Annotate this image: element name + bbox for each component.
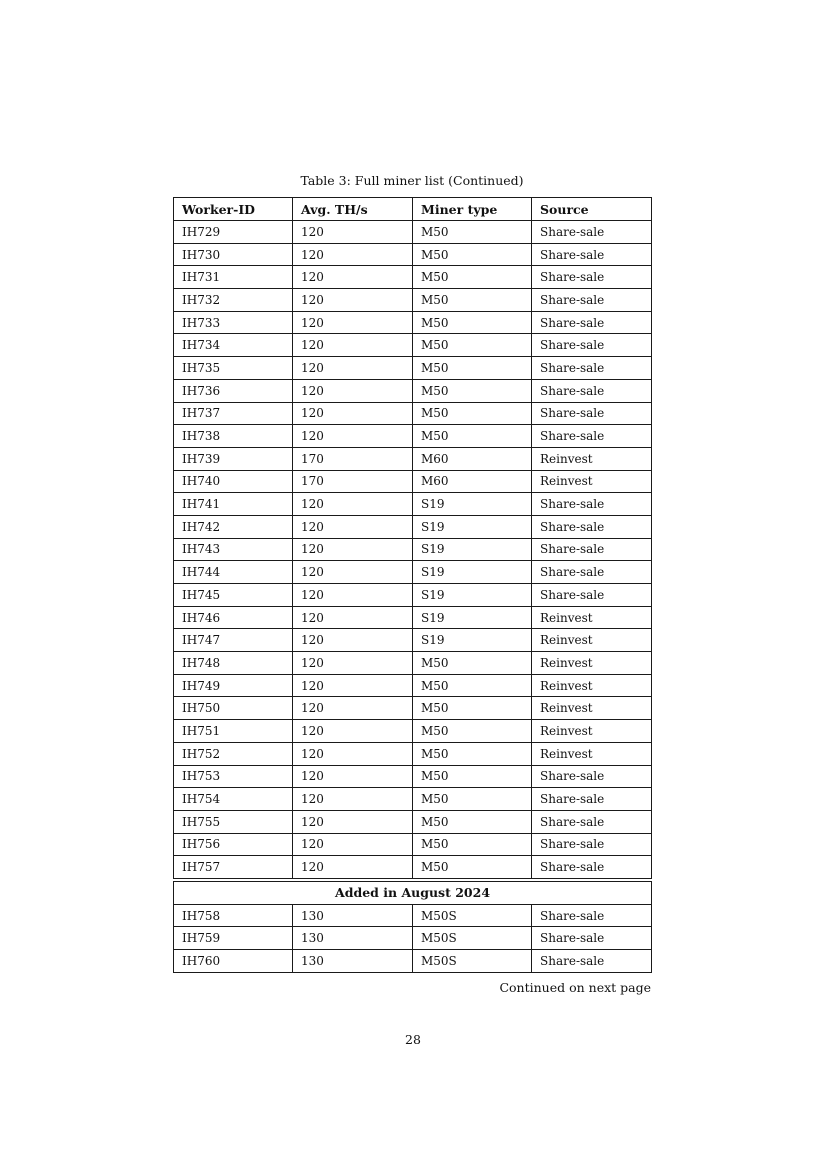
table-row xyxy=(174,742,652,765)
table-row xyxy=(174,538,652,561)
cell-source: Share-sale xyxy=(532,538,652,561)
cell-miner-type: S19 xyxy=(413,493,532,516)
cell-worker-id: IH732 xyxy=(174,289,293,312)
cell-source: Reinvest xyxy=(532,720,652,743)
cell-worker-id: IH729 xyxy=(174,221,293,244)
cell-source: Reinvest xyxy=(532,447,652,470)
table-row xyxy=(174,788,652,811)
cell-source: Share-sale xyxy=(532,765,652,788)
column-header-source: Source xyxy=(532,198,652,221)
table-row xyxy=(174,584,652,607)
column-header-worker-id: Worker-ID xyxy=(174,198,293,221)
cell-source: Share-sale xyxy=(532,243,652,266)
cell-worker-id: IH730 xyxy=(174,243,293,266)
cell-avg-ths: 120 xyxy=(293,266,413,289)
table-row xyxy=(174,379,652,402)
cell-miner-type: M50 xyxy=(413,425,532,448)
cell-miner-type: M50 xyxy=(413,243,532,266)
cell-worker-id: IH755 xyxy=(174,810,293,833)
cell-source: Share-sale xyxy=(532,379,652,402)
cell-source: Reinvest xyxy=(532,629,652,652)
cell-miner-type: M50 xyxy=(413,266,532,289)
cell-source: Share-sale xyxy=(532,810,652,833)
table-row xyxy=(174,402,652,425)
table-body xyxy=(174,221,652,879)
cell-avg-ths: 120 xyxy=(293,289,413,312)
section-header-row xyxy=(174,882,652,905)
cell-worker-id: IH754 xyxy=(174,788,293,811)
cell-source: Share-sale xyxy=(532,266,652,289)
cell-miner-type: M50 xyxy=(413,311,532,334)
cell-source: Reinvest xyxy=(532,652,652,675)
cell-avg-ths: 120 xyxy=(293,606,413,629)
cell-miner-type: M50 xyxy=(413,357,532,380)
table-row xyxy=(174,561,652,584)
table-row xyxy=(174,470,652,493)
cell-source: Share-sale xyxy=(532,788,652,811)
cell-avg-ths: 120 xyxy=(293,425,413,448)
cell-source: Share-sale xyxy=(532,334,652,357)
cell-avg-ths: 120 xyxy=(293,493,413,516)
cell-source: Share-sale xyxy=(532,402,652,425)
cell-source: Share-sale xyxy=(532,833,652,856)
table-row xyxy=(174,674,652,697)
cell-worker-id: IH758 xyxy=(174,904,293,927)
cell-avg-ths: 120 xyxy=(293,311,413,334)
table-row xyxy=(174,810,652,833)
column-header-miner-type: Miner type xyxy=(413,198,532,221)
august-2024-table xyxy=(173,881,652,973)
table-header-row xyxy=(174,198,652,221)
table-row xyxy=(174,904,652,927)
cell-avg-ths: 130 xyxy=(293,927,413,950)
continued-note: Continued on next page xyxy=(499,980,651,995)
cell-worker-id: IH745 xyxy=(174,584,293,607)
cell-source: Share-sale xyxy=(532,221,652,244)
cell-miner-type: S19 xyxy=(413,584,532,607)
cell-avg-ths: 120 xyxy=(293,788,413,811)
table-row xyxy=(174,652,652,675)
cell-miner-type: M50S xyxy=(413,904,532,927)
table-row xyxy=(174,243,652,266)
cell-worker-id: IH749 xyxy=(174,674,293,697)
cell-miner-type: S19 xyxy=(413,538,532,561)
cell-avg-ths: 120 xyxy=(293,629,413,652)
cell-source: Reinvest xyxy=(532,697,652,720)
cell-worker-id: IH740 xyxy=(174,470,293,493)
cell-miner-type: M50S xyxy=(413,927,532,950)
cell-worker-id: IH748 xyxy=(174,652,293,675)
table-row xyxy=(174,856,652,879)
table-row xyxy=(174,289,652,312)
cell-miner-type: M50 xyxy=(413,674,532,697)
cell-source: Share-sale xyxy=(532,561,652,584)
cell-worker-id: IH756 xyxy=(174,833,293,856)
table-row xyxy=(174,697,652,720)
cell-source: Share-sale xyxy=(532,311,652,334)
cell-avg-ths: 120 xyxy=(293,765,413,788)
cell-avg-ths: 120 xyxy=(293,856,413,879)
column-header-avg-ths: Avg. TH/s xyxy=(293,198,413,221)
cell-source: Share-sale xyxy=(532,357,652,380)
miner-table xyxy=(173,197,652,879)
cell-source: Share-sale xyxy=(532,856,652,879)
cell-worker-id: IH746 xyxy=(174,606,293,629)
cell-worker-id: IH743 xyxy=(174,538,293,561)
table-row xyxy=(174,720,652,743)
cell-source: Share-sale xyxy=(532,493,652,516)
section-title: Added in August 2024 xyxy=(174,882,652,905)
table-caption: Table 3: Full miner list (Continued) xyxy=(300,173,524,188)
cell-worker-id: IH757 xyxy=(174,856,293,879)
cell-worker-id: IH750 xyxy=(174,697,293,720)
cell-miner-type: M50 xyxy=(413,334,532,357)
cell-source: Share-sale xyxy=(532,515,652,538)
cell-avg-ths: 120 xyxy=(293,652,413,675)
cell-miner-type: M50 xyxy=(413,697,532,720)
cell-source: Share-sale xyxy=(532,904,652,927)
cell-avg-ths: 120 xyxy=(293,833,413,856)
section-body xyxy=(174,904,652,972)
table-row xyxy=(174,629,652,652)
table-row xyxy=(174,221,652,244)
cell-miner-type: M50 xyxy=(413,221,532,244)
cell-worker-id: IH752 xyxy=(174,742,293,765)
cell-miner-type: S19 xyxy=(413,606,532,629)
table-row xyxy=(174,833,652,856)
cell-source: Share-sale xyxy=(532,950,652,973)
cell-avg-ths: 170 xyxy=(293,447,413,470)
cell-worker-id: IH747 xyxy=(174,629,293,652)
cell-miner-type: S19 xyxy=(413,629,532,652)
cell-source: Reinvest xyxy=(532,606,652,629)
cell-worker-id: IH739 xyxy=(174,447,293,470)
cell-source: Reinvest xyxy=(532,470,652,493)
table-row xyxy=(174,515,652,538)
table-row xyxy=(174,266,652,289)
cell-avg-ths: 170 xyxy=(293,470,413,493)
cell-source: Share-sale xyxy=(532,927,652,950)
cell-worker-id: IH734 xyxy=(174,334,293,357)
cell-miner-type: M50S xyxy=(413,950,532,973)
cell-avg-ths: 120 xyxy=(293,561,413,584)
cell-avg-ths: 120 xyxy=(293,697,413,720)
cell-miner-type: M60 xyxy=(413,447,532,470)
table-row xyxy=(174,493,652,516)
cell-miner-type: S19 xyxy=(413,561,532,584)
cell-miner-type: M50 xyxy=(413,833,532,856)
cell-miner-type: M50 xyxy=(413,788,532,811)
cell-avg-ths: 120 xyxy=(293,402,413,425)
table-row xyxy=(174,927,652,950)
cell-avg-ths: 130 xyxy=(293,950,413,973)
cell-avg-ths: 120 xyxy=(293,334,413,357)
cell-worker-id: IH731 xyxy=(174,266,293,289)
cell-worker-id: IH760 xyxy=(174,950,293,973)
cell-source: Share-sale xyxy=(532,584,652,607)
cell-source: Reinvest xyxy=(532,674,652,697)
cell-avg-ths: 120 xyxy=(293,538,413,561)
cell-miner-type: M50 xyxy=(413,402,532,425)
cell-avg-ths: 120 xyxy=(293,720,413,743)
cell-avg-ths: 120 xyxy=(293,515,413,538)
table-row xyxy=(174,334,652,357)
cell-worker-id: IH735 xyxy=(174,357,293,380)
cell-miner-type: M50 xyxy=(413,742,532,765)
cell-worker-id: IH738 xyxy=(174,425,293,448)
table-row xyxy=(174,606,652,629)
cell-miner-type: M50 xyxy=(413,720,532,743)
cell-miner-type: M50 xyxy=(413,765,532,788)
table-row xyxy=(174,357,652,380)
cell-miner-type: M50 xyxy=(413,289,532,312)
cell-miner-type: M50 xyxy=(413,652,532,675)
cell-avg-ths: 120 xyxy=(293,742,413,765)
cell-worker-id: IH744 xyxy=(174,561,293,584)
cell-avg-ths: 120 xyxy=(293,810,413,833)
cell-miner-type: M60 xyxy=(413,470,532,493)
cell-source: Reinvest xyxy=(532,742,652,765)
cell-miner-type: S19 xyxy=(413,515,532,538)
cell-avg-ths: 120 xyxy=(293,584,413,607)
page-number: 28 xyxy=(405,1032,421,1047)
cell-worker-id: IH759 xyxy=(174,927,293,950)
cell-worker-id: IH742 xyxy=(174,515,293,538)
table-row xyxy=(174,765,652,788)
cell-source: Share-sale xyxy=(532,425,652,448)
cell-worker-id: IH733 xyxy=(174,311,293,334)
cell-miner-type: M50 xyxy=(413,856,532,879)
cell-worker-id: IH737 xyxy=(174,402,293,425)
cell-worker-id: IH736 xyxy=(174,379,293,402)
cell-avg-ths: 120 xyxy=(293,221,413,244)
cell-miner-type: M50 xyxy=(413,379,532,402)
table-row xyxy=(174,950,652,973)
cell-worker-id: IH751 xyxy=(174,720,293,743)
table-row xyxy=(174,311,652,334)
table-row xyxy=(174,447,652,470)
table-row xyxy=(174,425,652,448)
cell-miner-type: M50 xyxy=(413,810,532,833)
cell-avg-ths: 130 xyxy=(293,904,413,927)
cell-avg-ths: 120 xyxy=(293,357,413,380)
cell-worker-id: IH741 xyxy=(174,493,293,516)
cell-worker-id: IH753 xyxy=(174,765,293,788)
cell-source: Share-sale xyxy=(532,289,652,312)
cell-avg-ths: 120 xyxy=(293,243,413,266)
cell-avg-ths: 120 xyxy=(293,379,413,402)
cell-avg-ths: 120 xyxy=(293,674,413,697)
